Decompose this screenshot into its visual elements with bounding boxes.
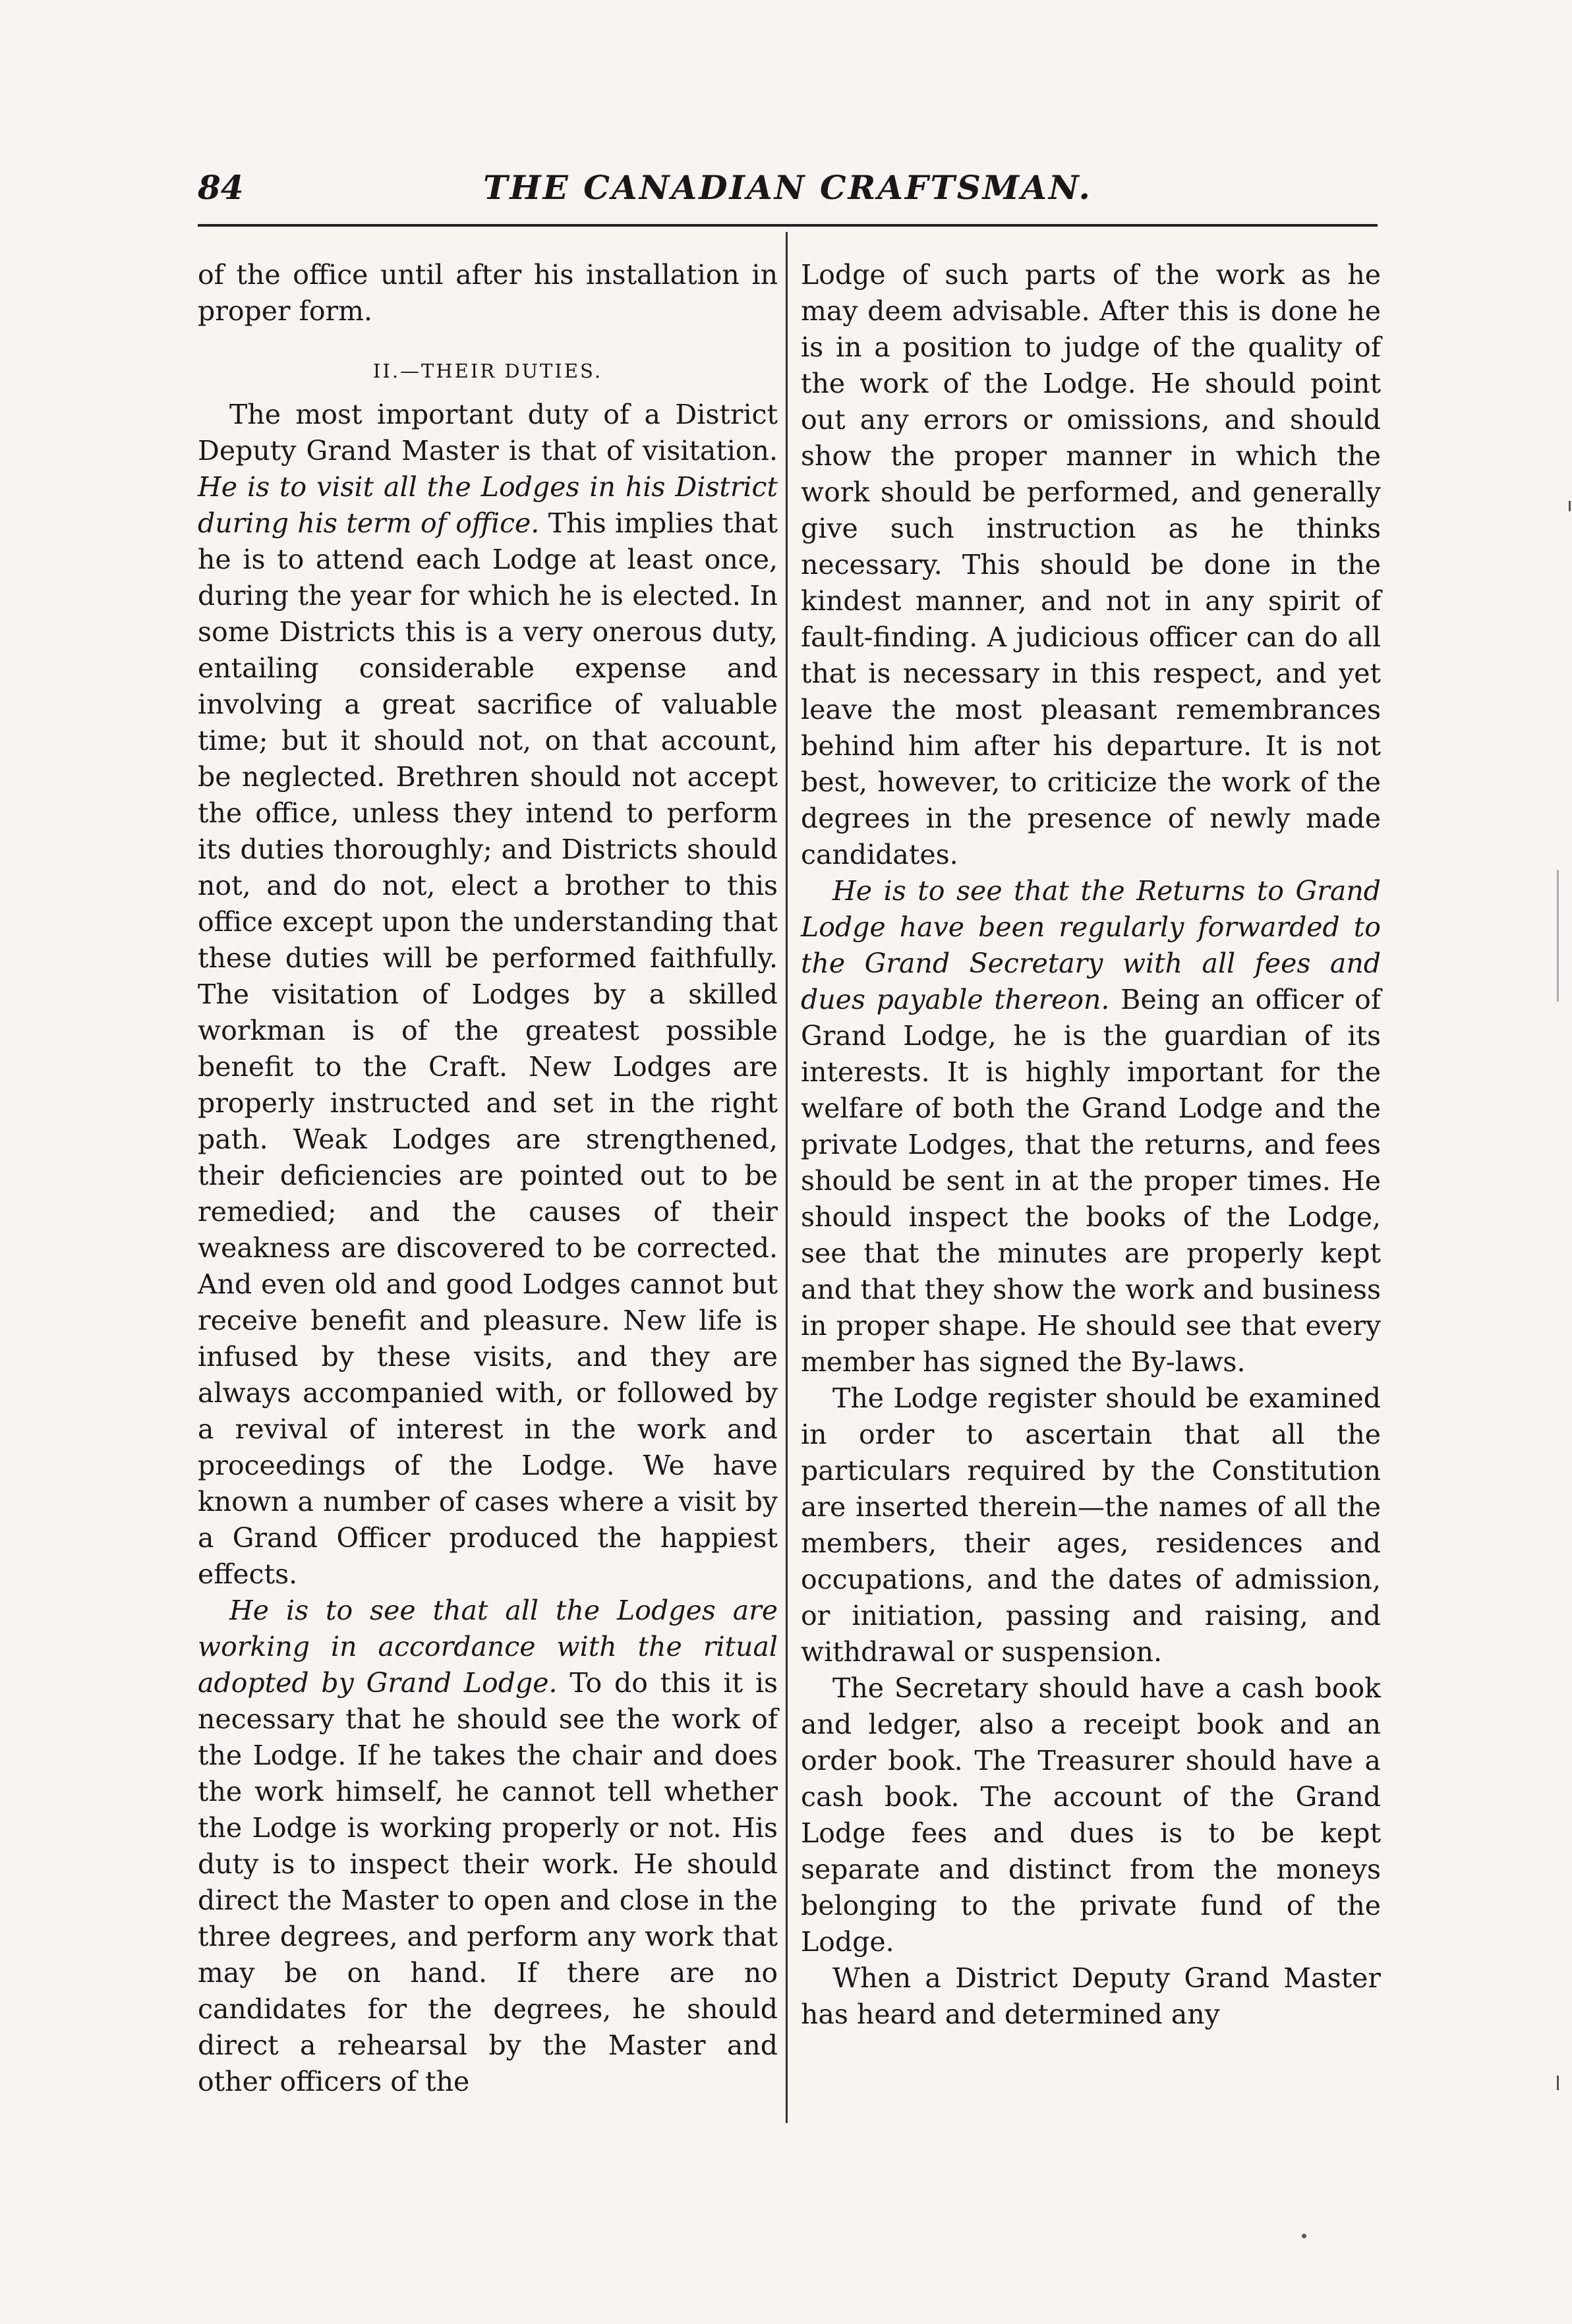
paragraph: Lodge of such parts of the work as he may deem advisable. After this is done he is in a position to judge of the quality of the work of the Lodge. He should point out any errors or omissions, and should show the proper manner in which the work should be performed, and generally give such instruction as he thinks necessary. This should be done in the kindest manner, and not in any spirit of fault-finding. A judicious officer can do all that is necessary in this respect, and yet leave the most pleasant remembrances behind him after his departure. It is not best, however, to criticize the work of the degrees in the presence of newly made candidates. <box>801 259 1381 870</box>
margin-speck <box>1557 870 1559 1002</box>
paragraph: The Secretary should have a cash book and ledger, also a receipt book and an order book. The Treasurer should have a cash book. The account of the Grand Lodge fees and dues is to be kept separate and distinct from the moneys belonging to the private fund of the Lodge. <box>801 1672 1381 1958</box>
paragraph: When a District Deputy Grand Master has heard and determined any <box>801 1962 1381 2030</box>
paragraph: The Lodge register should be examined in order to ascertain that all the particulars required by the Constitution are inserted therein—the names of all the members, their ages, residences and occupations, and the dates of admission, or initiation, passing and raising, and withdrawal or suspension. <box>801 1382 1381 1668</box>
column-divider <box>786 232 788 2123</box>
left-column <box>198 257 778 2100</box>
running-title: THE CANADIAN CRAFTSMAN. <box>483 168 1092 207</box>
paragraph: of the office until after his installation in proper form. <box>198 259 778 327</box>
section-heading: II.—THEIR DUTIES. <box>372 360 603 382</box>
header-rule <box>198 224 1378 227</box>
paragraph <box>198 1593 778 2100</box>
italic-rule: He is to see that all the Lodges are working in accordance with the ritual adopted by Grand Lodge. <box>198 1595 778 1699</box>
margin-speck <box>1569 501 1571 511</box>
paragraph <box>198 397 778 1593</box>
paragraph-text: This implies that he is to attend each Lodge at least once, during the year for which he is elected. In some Districts this is a very onerous duty, entailing considerable expense and involving a great sacrifice of valuable time; but it should not, on that account, be neglected. Brethren should not accept the office, unless they intend to perform its duties thoroughly; and Districts should not, and do not, elect a brother to this office except upon the understanding that these duties will be performed faithfully. The visitation of Lodges by a skilled workman is of the greatest possible benefit to the Craft. New Lodges are properly instructed and set in the right path. Weak Lodges are strengthened, their deficiencies are pointed out to be remedied; and the causes of their weakness are discovered to be corrected. And even old and good Lodges cannot but receive benefit and pleasure. New life is infused by these visits, and they are always accompanied with, or followed by a revival of interest in the work and proceedings of the Lodge. We have known a number of cases where a visit by a Grand Officer produced the happiest effects. <box>198 507 778 1590</box>
page-header <box>198 168 1378 214</box>
margin-speck <box>1557 2076 1559 2090</box>
paragraph-text: To do this it is necessary that he should see the work of the Lodge. If he takes the chair and does the work himself, he cannot tell whether the Lodge is working properly or not. His duty is to inspect their work. He should direct the Master to open and close in the three degrees, and perform any work that may be on hand. If there are no candidates for the degrees, he should direct a rehearsal by the Master and other officers of the <box>198 1667 778 2097</box>
margin-speck <box>1302 2234 1306 2238</box>
paragraph <box>801 873 1381 1380</box>
italic-rule: He is to see that the Returns to Grand Lodge have been regularly forwarded to the Grand Secretary with all fees and dues payable thereon. <box>801 875 1381 1015</box>
page-number: 84 <box>198 168 244 207</box>
italic-rule: He is to visit all the Lodges in his District during his term of office. <box>198 471 778 539</box>
paragraph-text: The most important duty of a District Deputy Grand Master is that of visitation. <box>198 399 778 467</box>
paragraph-text: Being an officer of Grand Lodge, he is the guardian of its interests. It is highly important for the welfare of both the Grand Lodge and the private Lodges, that the returns, and fees should be sent in at the proper times. He should inspect the books of the Lodge, see that the minutes are properly kept and that they show the work and business in proper shape. He should see that every member has signed the By-laws. <box>801 984 1381 1378</box>
right-column <box>801 257 1381 2033</box>
